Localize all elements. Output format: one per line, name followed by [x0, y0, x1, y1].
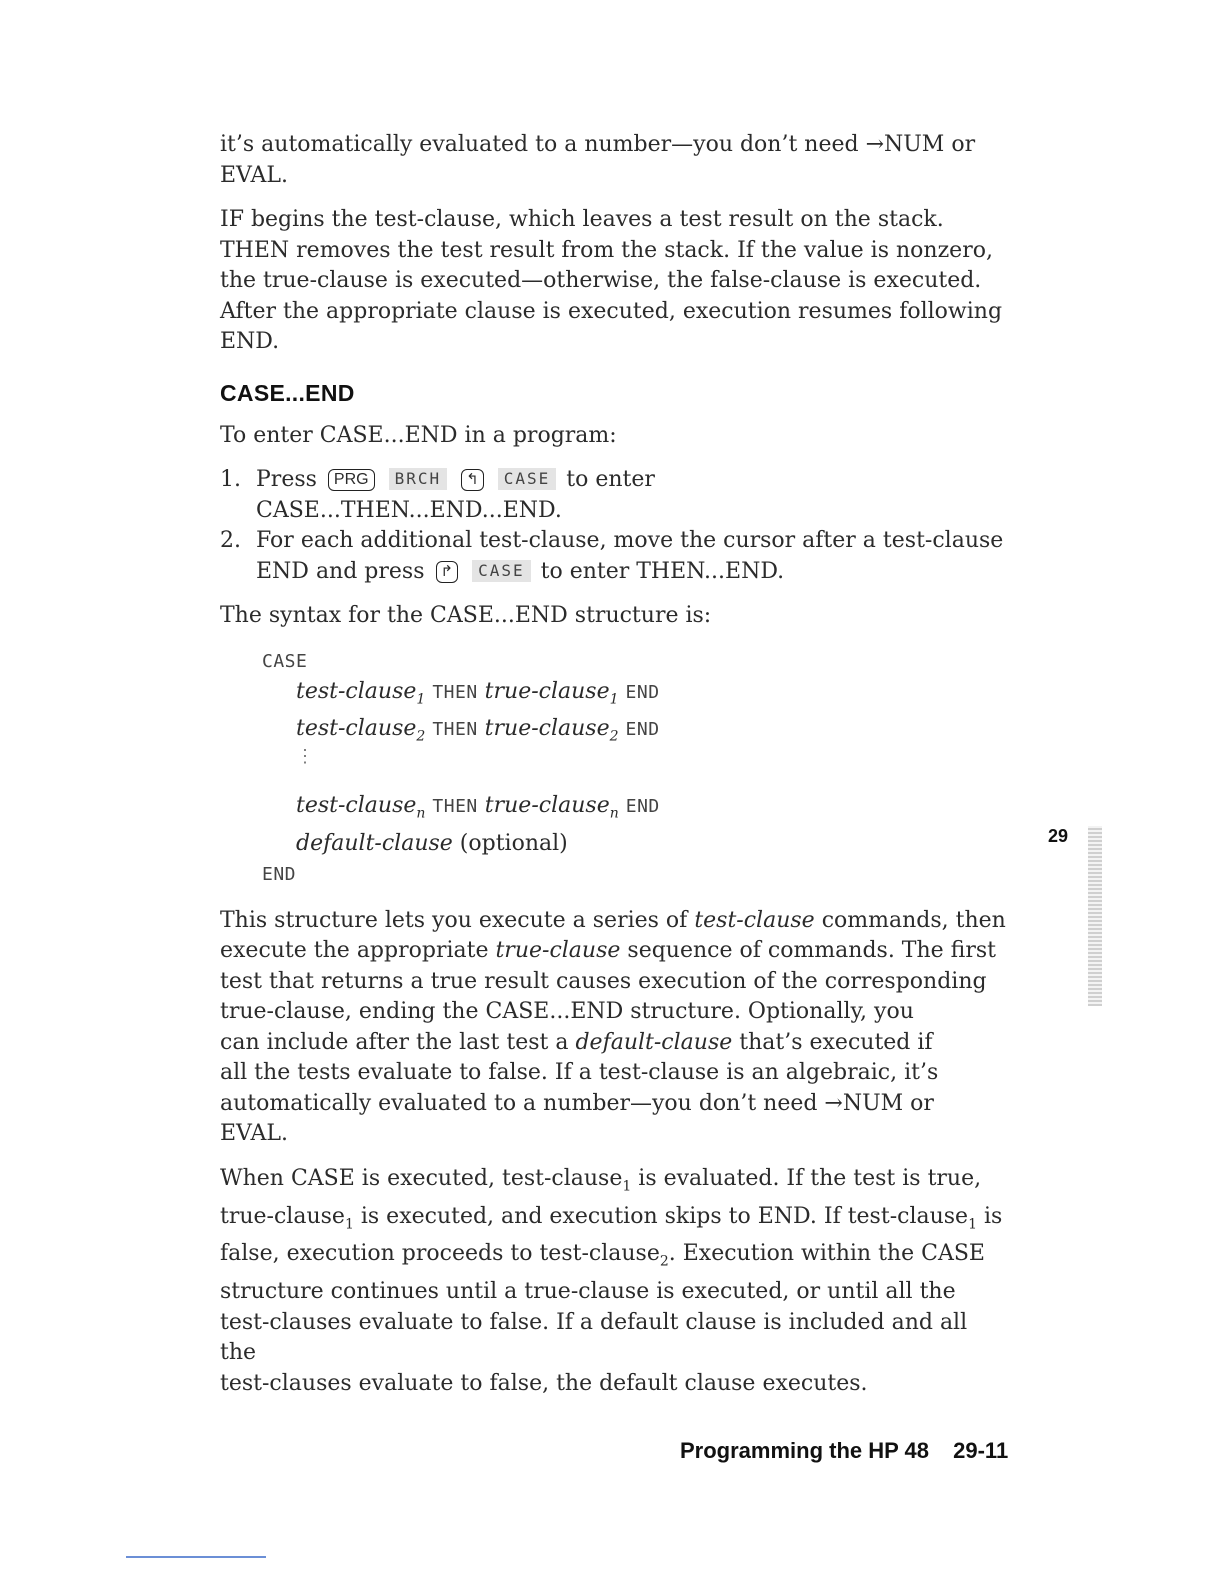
left-shift-key-icon: ↰ [461, 469, 484, 491]
text-line: test that returns a true result causes execution of the corresponding [220, 968, 987, 994]
subscript: n [416, 805, 426, 822]
text: false, execution proceeds to test-clause [220, 1241, 660, 1267]
text-line: IF begins the test-clause, which leaves a test result on the stack. [220, 207, 944, 232]
subscript: 2 [659, 1253, 669, 1270]
prg-key: PRG [328, 469, 375, 491]
subscript: 2 [416, 728, 426, 745]
text-line: it’s automatically evaluated to a number—you don’t need →NUM or [220, 132, 976, 157]
footer-page-number: 29-11 [953, 1438, 1009, 1463]
syntax-line-n [262, 791, 1010, 828]
text-line: true-clause, ending the CASE...END structure. Optionally, you [220, 999, 914, 1025]
text: true-clause [495, 938, 621, 964]
text: that’s executed if [739, 1029, 933, 1055]
syntax-line-1 [262, 677, 1010, 714]
syntax-line-2 [262, 714, 1010, 751]
intro-paragraph-1 [220, 130, 1010, 191]
page-footer [680, 1438, 1008, 1464]
brch-menu-key: BRCH [389, 468, 448, 490]
end-keyword: END [625, 796, 660, 818]
intro-paragraph-2 [220, 205, 1010, 358]
then-keyword: THEN [432, 681, 478, 703]
text: execute the appropriate [220, 938, 489, 964]
right-shift-key-icon: ↱ [436, 561, 459, 583]
step-2 [220, 526, 1010, 587]
text: can include after the last test a [220, 1029, 569, 1055]
text-line: the true-clause is executed—otherwise, the false-clause is executed. [220, 268, 982, 293]
text: default-clause [575, 1029, 733, 1055]
text: true-clause [220, 1203, 345, 1229]
subscript: 1 [416, 690, 426, 707]
subscript: 2 [609, 728, 619, 745]
text: is [977, 1203, 1003, 1229]
then-keyword: THEN [432, 718, 478, 740]
text: . Execution within the CASE [668, 1241, 985, 1267]
syntax-default-line [262, 829, 1010, 859]
text-line: test-clauses evaluate to false, the default clause executes. [220, 1370, 868, 1396]
syntax-block [262, 646, 1010, 890]
text: true-clause [484, 678, 610, 704]
step-number: 1. [220, 467, 241, 492]
footer-title: Programming the HP 48 [680, 1438, 929, 1463]
execution-paragraph [220, 1164, 1010, 1400]
text-line: structure continues until a true-clause is executed, or until all the [220, 1279, 956, 1305]
text: is evaluated. If the test is true, [631, 1165, 982, 1191]
steps-list [220, 465, 1010, 587]
subscript: n [609, 805, 619, 822]
text: true-clause [484, 715, 610, 741]
case-menu-key: CASE [498, 468, 557, 490]
text: For each additional test-clause, move the cursor after a test-clause [256, 528, 1004, 553]
text: sequence of commands. The first [627, 938, 996, 964]
subscript: 1 [344, 1215, 354, 1232]
step-1 [220, 465, 1010, 526]
text: test-clause [296, 678, 417, 704]
text: true-clause [484, 793, 610, 819]
bottom-rule [126, 1556, 266, 1558]
text: This structure lets you execute a series of [220, 907, 688, 933]
text-line: THEN removes the test result from the stack. If the value is nonzero, [220, 237, 993, 263]
text-line: automatically evaluated to a number—you don’t need →NUM or [220, 1090, 934, 1116]
vertical-ellipsis: ⋮ [296, 746, 314, 768]
text: test-clause [694, 907, 815, 933]
text-line: all the tests evaluate to false. If a test-clause is an algebraic, it’s [220, 1060, 939, 1086]
text-line: test-clauses evaluate to false. If a default clause is included and all the [220, 1309, 968, 1366]
case-keyword: CASE [262, 650, 308, 672]
subscript: 1 [968, 1215, 977, 1232]
subscript: 1 [622, 1178, 632, 1195]
end-keyword: END [625, 718, 660, 740]
subscript: 1 [609, 690, 619, 707]
case-menu-key: CASE [472, 560, 531, 582]
text: to enter [566, 467, 655, 492]
syntax-intro: The syntax for the CASE...END structure is: [220, 603, 712, 628]
text: END and press [256, 558, 425, 584]
then-keyword: THEN [432, 796, 478, 818]
text: test-clause [296, 715, 417, 741]
text-line: END. [220, 329, 280, 354]
section-heading: CASE...END [220, 379, 355, 406]
text: Press [256, 467, 317, 492]
structure-paragraph [220, 906, 1010, 1150]
chapter-tab-number: 29 [1048, 826, 1069, 846]
text: is executed, and execution skips to END. If test-clause [353, 1203, 969, 1229]
text-line: After the appropriate clause is executed, execution resumes following [220, 298, 1003, 324]
page-body [220, 130, 1010, 1399]
text: to enter THEN...END. [540, 558, 785, 584]
default-clause: default-clause [296, 830, 453, 856]
end-keyword: END [262, 863, 297, 885]
text: commands, then [821, 907, 1006, 933]
text: test-clause [296, 793, 417, 819]
chapter-tab-strip [1088, 826, 1102, 1006]
text: (optional) [459, 830, 568, 856]
text-line: EVAL. [220, 162, 288, 188]
text: When CASE is executed, test-clause [220, 1165, 623, 1191]
step-number: 2. [220, 528, 241, 553]
enter-instruction: To enter CASE...END in a program: [220, 422, 617, 448]
text: CASE...THEN...END...END. [256, 497, 562, 523]
end-keyword: END [625, 681, 660, 703]
text-line: EVAL. [220, 1121, 288, 1147]
